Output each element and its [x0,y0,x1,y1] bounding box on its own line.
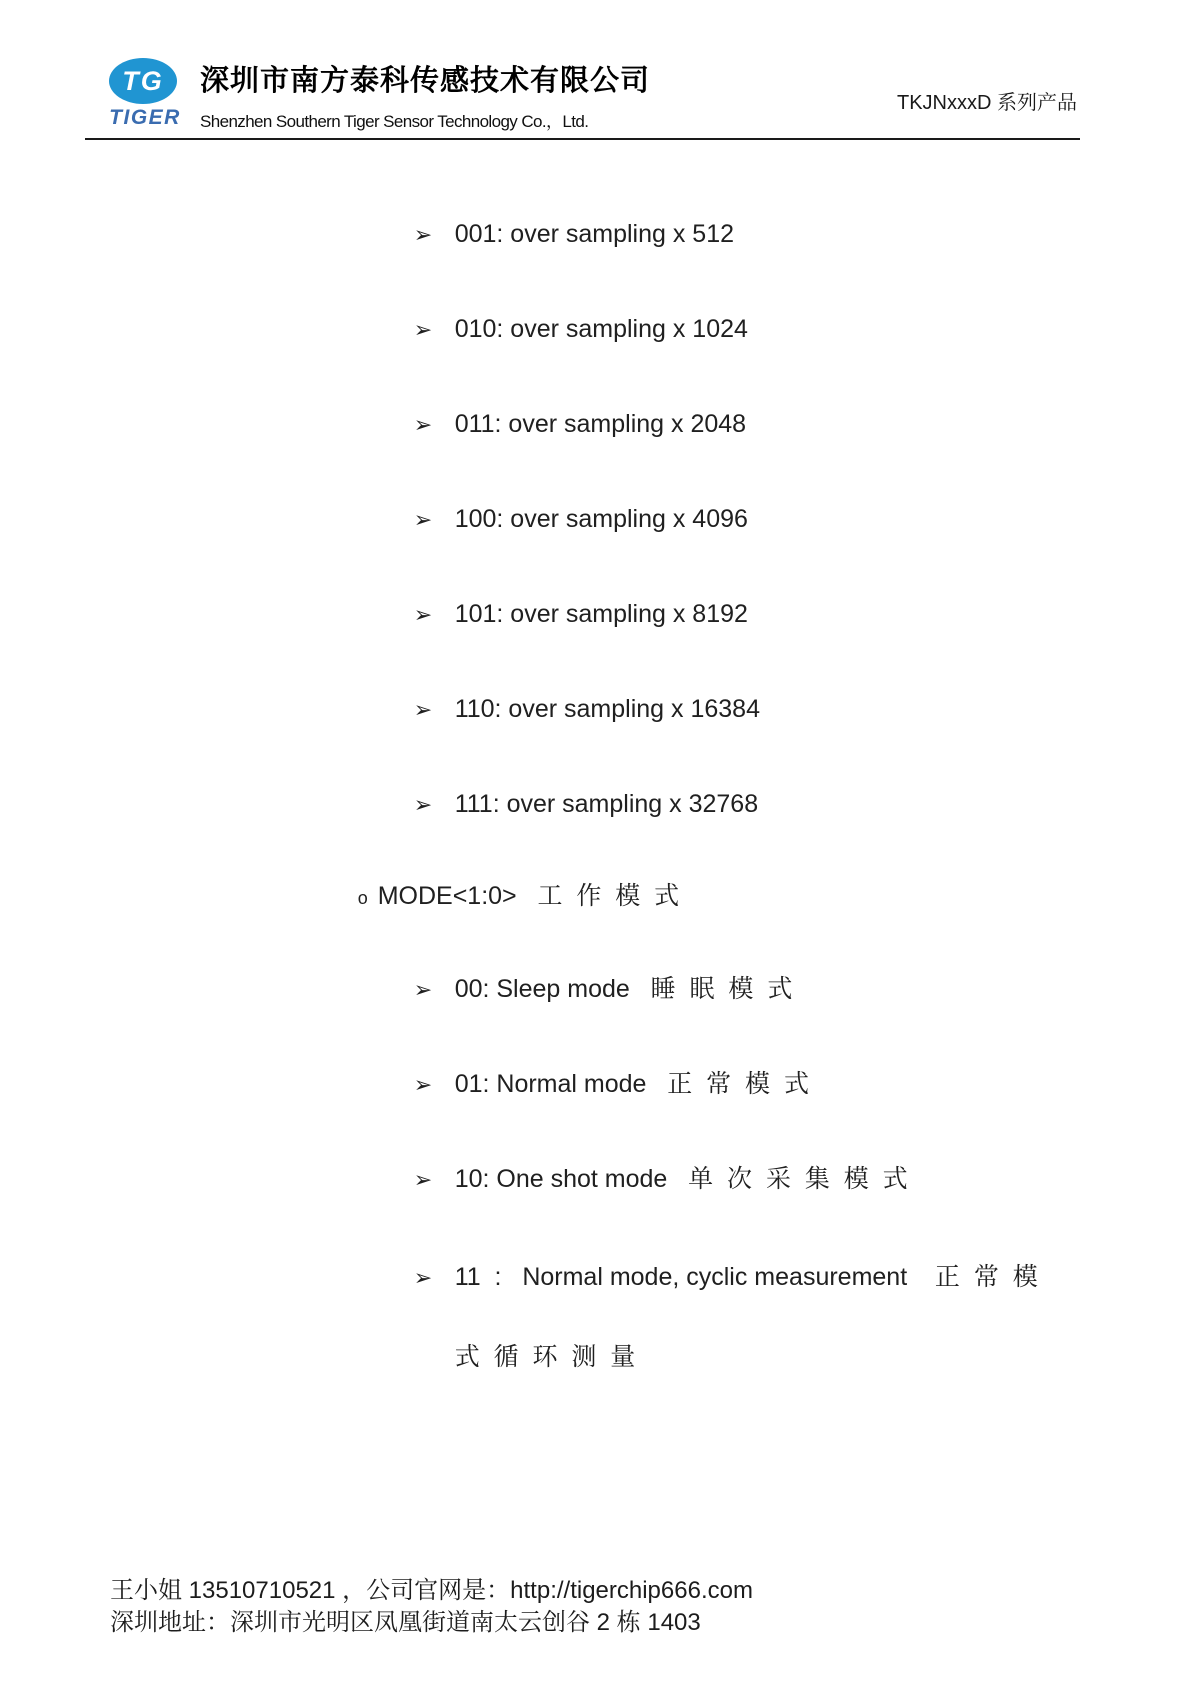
list-item-text: 110: over sampling x 16384 [454,695,760,723]
circle-bullet-icon: o [357,888,368,908]
list-item-continuation [413,1306,635,1408]
list-item [372,753,758,856]
footer-contact: 王小姐 13510710521 ，公司官网是：http://tigerchip666.com [110,1577,753,1604]
list-item-text: 111: over sampling x 32768 [454,790,759,818]
arrow-bullet-icon: ➢ [413,317,433,342]
company-name-en: Shenzhen Southern Tiger Sensor Technology Co.，Ltd. [200,112,589,131]
list-item-text: 10: One shot mode 单 次 采 集 模 式 [454,1165,908,1193]
list-item-text: 001: over sampling x 512 [454,220,735,248]
arrow-bullet-icon: ➢ [413,1167,433,1192]
list-item-text: 式 循 环 测 量 [454,1343,636,1371]
arrow-bullet-icon: ➢ [413,1072,433,1097]
list-item-mode-heading [316,845,679,949]
company-name-cn: 深圳市南方泰科传感技术有限公司 [200,65,651,97]
list-item-text: 011: over sampling x 2048 [454,410,747,438]
arrow-bullet-icon: ➢ [413,222,433,247]
list-item [372,278,748,381]
list-item [372,658,760,761]
product-series-label: TKJNxxxD 系列产品 [897,92,1077,114]
list-item [372,468,748,571]
list-item [372,1128,908,1231]
footer-address: 深圳地址：深圳市光明区凤凰街道南太云创谷 2 栋 1403 [110,1609,701,1636]
list-item-text: 01: Normal mode 正 常 模 式 [454,1070,809,1098]
header-rule [85,138,1080,140]
list-item-text: 101: over sampling x 8192 [454,600,748,628]
arrow-bullet-icon: ➢ [413,977,433,1002]
company-logo [103,56,203,132]
arrow-bullet-icon: ➢ [413,602,433,627]
list-item-text: 100: over sampling x 4096 [454,505,748,533]
logo-brand-text: TIGER [109,106,181,129]
arrow-bullet-icon: ➢ [413,412,433,437]
list-item-text: 11 : Normal mode, cyclic measurement 正 常 模 [454,1263,1038,1291]
list-item [372,373,746,476]
tiger-logo-graphic [103,56,203,132]
arrow-bullet-icon: ➢ [413,1265,433,1290]
list-item-text: 010: over sampling x 1024 [454,315,748,343]
logo-monogram: TG [122,66,164,96]
list-item-text: MODE<1:0> 工 作 模 式 [377,882,680,910]
list-item [372,1033,809,1136]
list-item [372,938,792,1041]
arrow-bullet-icon: ➢ [413,507,433,532]
list-item-text: 00: Sleep mode 睡 眠 模 式 [454,975,793,1003]
arrow-bullet-icon: ➢ [413,792,433,817]
list-item [372,183,734,286]
arrow-bullet-icon: ➢ [413,697,433,722]
list-item [372,563,748,666]
